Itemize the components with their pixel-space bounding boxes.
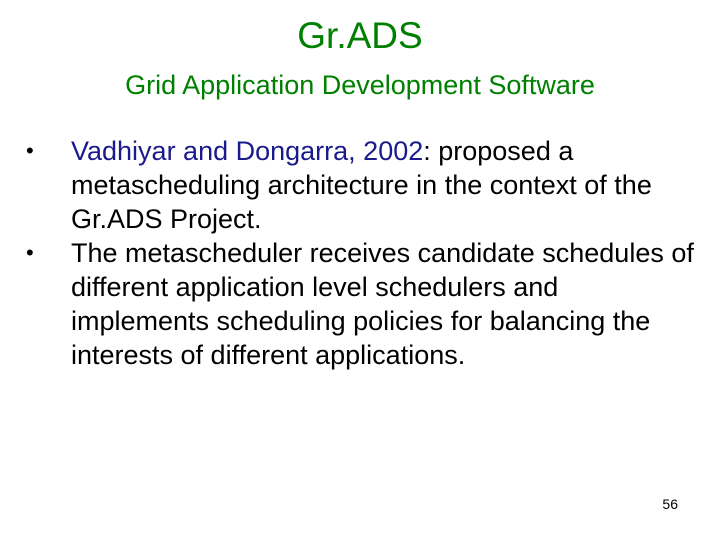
bullet-item-1 (26, 134, 696, 236)
bullet-item-2 (26, 236, 696, 372)
slide-subtitle: Grid Application Development Software (125, 70, 595, 100)
bullet-text: : proposed a metascheduling architecture in the context of the Gr.ADS Project. (71, 136, 652, 234)
slide-title: Gr.ADS (297, 15, 423, 56)
page-number: 56 (662, 496, 678, 512)
bullet-list (26, 134, 696, 372)
bullet-text: The metascheduler receives candidate schedules of different application level schedulers and implements scheduling policies for balancing the interests of different applications. (71, 238, 694, 370)
bullet-marker: • (26, 138, 34, 163)
citation-text: Vadhiyar and Dongarra, 2002 (71, 136, 424, 166)
bullet-marker: • (26, 240, 34, 265)
